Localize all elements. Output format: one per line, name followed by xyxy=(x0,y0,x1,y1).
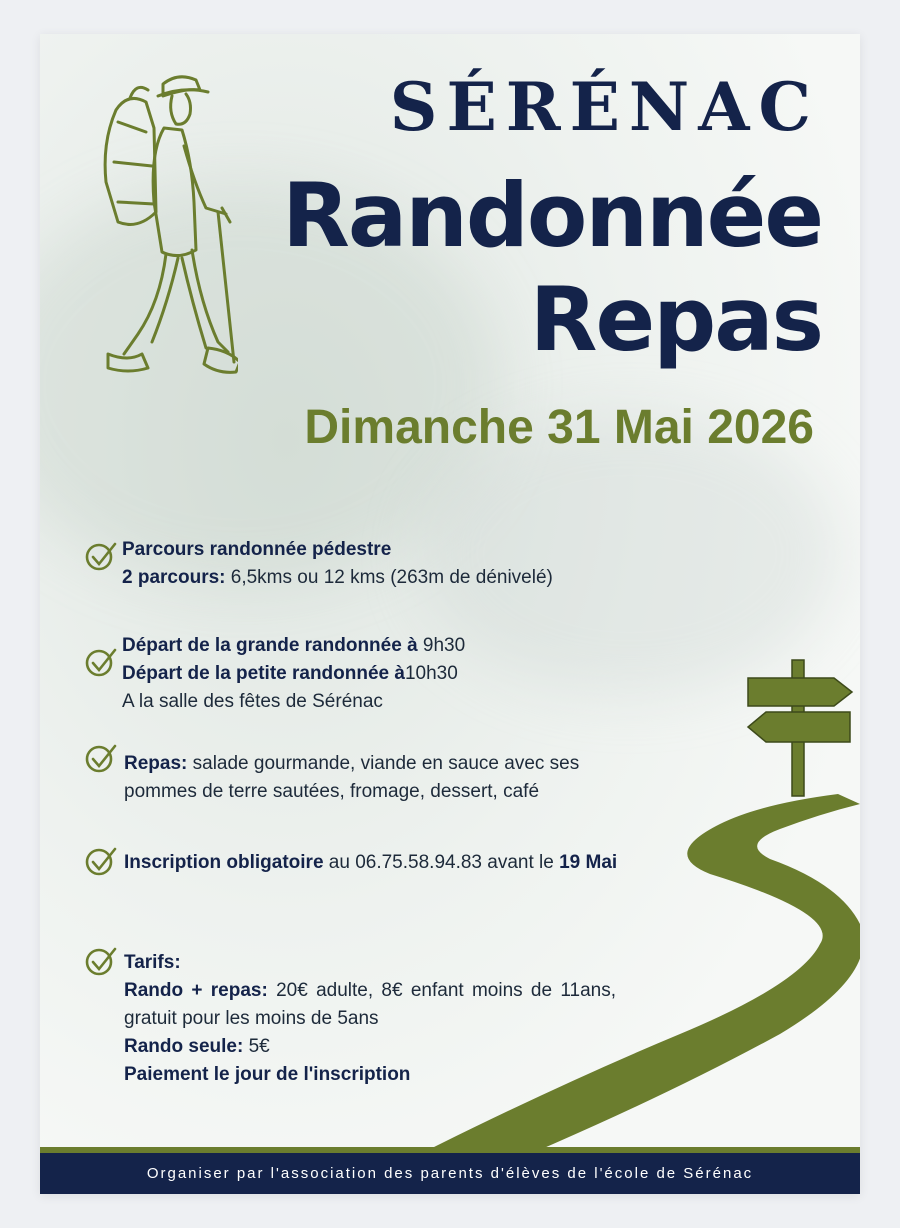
repas-text: salade gourmande, viande en sauce avec ses pommes de terre sautées, fromage, dessert, café xyxy=(124,753,580,802)
check-icon xyxy=(84,945,118,977)
parcours-heading: Parcours randonnée pédestre xyxy=(122,539,392,560)
footer-banner: Organiser par l'association des parents d'élèves de l'école de Sérénac xyxy=(40,1153,860,1194)
hiker-illustration xyxy=(68,62,238,382)
rando-repas-text: 20€ adulte, 8€ enfant moins de 11ans, gratuit pour les moins de 5ans xyxy=(124,980,616,1029)
paiement-note: Paiement le jour de l'inscription xyxy=(124,1064,411,1085)
event-title-line1: Randonnée xyxy=(282,164,822,267)
parcours-label: 2 parcours: xyxy=(122,567,226,588)
check-icon xyxy=(84,742,118,774)
rando-seule-label: Rando seule: xyxy=(124,1036,244,1057)
parcours-text: 6,5kms ou 12 kms (263m de dénivelé) xyxy=(225,567,553,588)
check-icon xyxy=(84,540,118,572)
check-icon xyxy=(84,646,118,678)
rando-seule-text: 5€ xyxy=(243,1036,270,1057)
section-parcours xyxy=(84,536,624,600)
event-title-line2: Repas xyxy=(529,268,822,371)
tarifs-heading: Tarifs: xyxy=(124,952,181,973)
repas-label: Repas: xyxy=(124,753,188,774)
inscription-deadline: 19 Mai xyxy=(559,852,618,873)
poster xyxy=(40,34,860,1194)
rando-repas-label: Rando + repas: xyxy=(124,980,268,1001)
depart-grande-label: Départ de la grande randonnée à xyxy=(122,635,418,656)
depart-petite-label: Départ de la petite randonnée à xyxy=(122,663,405,684)
depart-grande-time: 9h30 xyxy=(417,635,466,656)
inscription-text: au 06.75.58.94.83 avant le xyxy=(323,852,560,873)
depart-lieu: A la salle des fêtes de Sérénac xyxy=(122,691,383,712)
signpost-icon xyxy=(748,660,852,796)
check-icon xyxy=(84,845,118,877)
event-date: Dimanche 31 Mai 2026 xyxy=(304,401,814,454)
depart-petite-time: 10h30 xyxy=(404,663,458,684)
inscription-label: Inscription obligatoire xyxy=(124,852,324,873)
path-illustration xyxy=(420,654,860,1154)
town-name: SÉRÉNAC xyxy=(389,68,820,146)
